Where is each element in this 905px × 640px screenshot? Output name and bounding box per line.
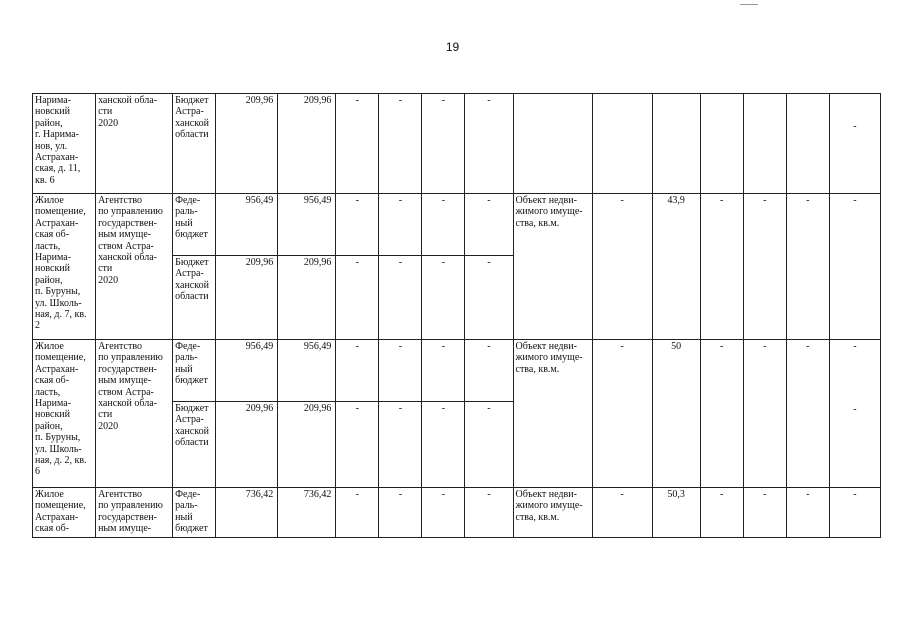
- dash-cell: -: [465, 402, 513, 488]
- result-value-cell: [592, 94, 652, 194]
- amount-cell: 209,96: [216, 402, 278, 488]
- result-value-cell: -: [786, 488, 829, 538]
- total-cell: 209,96: [278, 256, 336, 340]
- budget-source-cell: Феде- раль- ный бюджет: [173, 194, 216, 256]
- result-cell: Объект недви- жимого имуще- ства, кв.м.: [513, 488, 592, 538]
- result-value-cell: -: [829, 194, 880, 340]
- result-value-cell: -: [700, 194, 743, 340]
- budget-source-cell: Феде- раль- ный бюджет: [173, 340, 216, 402]
- result-value-cell: [829, 340, 880, 488]
- object-cell: Жилое помещение, Астрахан- ская об- ласть, Нарима- новский район, п. Буруны, ул. Школь- ная, д. 7, кв. 2: [33, 194, 96, 340]
- page-number: 19: [445, 40, 460, 54]
- dash-cell: -: [336, 402, 379, 488]
- owner-cell: Агентство по управлению государствен- ным имуще-: [96, 488, 173, 538]
- dash-cell: -: [465, 256, 513, 340]
- owner-cell: Агентство по управлению государствен- ным имуще- ством Астра- ханской обла- сти 2020: [96, 340, 173, 488]
- amount-cell: 209,96: [216, 256, 278, 340]
- dash-cell: -: [465, 340, 513, 402]
- result-value-cell: [786, 94, 829, 194]
- result-value-cell: [743, 94, 786, 194]
- result-cell: Объект недви- жимого имуще- ства, кв.м.: [513, 194, 592, 340]
- result-cell: [513, 94, 592, 194]
- stray-mark: -: [853, 121, 857, 132]
- result-value-cell: -: [786, 194, 829, 340]
- dash-cell: -: [379, 94, 422, 194]
- dash-cell: -: [379, 488, 422, 538]
- table-row: [33, 94, 881, 194]
- budget-source-cell: Феде- раль- ный бюджет: [173, 488, 216, 538]
- dash-cell: -: [379, 194, 422, 256]
- table-row: [33, 488, 881, 538]
- dash-cell: -: [465, 488, 513, 538]
- object-cell: Нарима- новский район, г. Нарима- нов, ул. Астрахан- ская, д. 11, кв. 6: [33, 94, 96, 194]
- result-value-cell: -: [743, 340, 786, 488]
- result-value-cell: 43,9: [652, 194, 700, 340]
- result-value-cell: -: [592, 340, 652, 488]
- dash-cell: -: [422, 94, 465, 194]
- dash-cell: -: [379, 340, 422, 402]
- result-value-cell: -: [592, 488, 652, 538]
- result-value-cell: -: [592, 194, 652, 340]
- result-value-cell: [829, 94, 880, 194]
- owner-cell: ханской обла- сти 2020: [96, 94, 173, 194]
- dash-cell: -: [379, 256, 422, 340]
- total-cell: 209,96: [278, 94, 336, 194]
- result-value-cell: -: [700, 488, 743, 538]
- result-value-cell: -: [743, 194, 786, 340]
- dash-cell: -: [422, 256, 465, 340]
- amount-cell: 956,49: [216, 194, 278, 256]
- result-value-cell: [700, 94, 743, 194]
- budget-source-cell: Бюджет Астра- ханской области: [173, 94, 216, 194]
- budget-source-cell: Бюджет Астра- ханской области: [173, 256, 216, 340]
- total-cell: 956,49: [278, 340, 336, 402]
- budget-source-cell: Бюджет Астра- ханской области: [173, 402, 216, 488]
- dash-cell: -: [422, 194, 465, 256]
- amount-cell: 209,96: [216, 94, 278, 194]
- result-value-cell: -: [700, 340, 743, 488]
- total-cell: 736,42: [278, 488, 336, 538]
- result-value-cell: [652, 94, 700, 194]
- result-value-cell: -: [743, 488, 786, 538]
- amount-cell: 736,42: [216, 488, 278, 538]
- dash-cell: -: [336, 340, 379, 402]
- result-value-cell: -: [786, 340, 829, 488]
- total-cell: 209,96: [278, 402, 336, 488]
- result-value-cell: -: [829, 488, 880, 538]
- scan-corner-mark: [740, 0, 758, 5]
- dash-cell: -: [336, 94, 379, 194]
- dash-cell: -: [336, 194, 379, 256]
- table-row: [33, 194, 881, 256]
- object-cell: Жилое помещение, Астрахан- ская об-: [33, 488, 96, 538]
- result-cell: Объект недви- жимого имуще- ства, кв.м.: [513, 340, 592, 488]
- dash-cell: -: [422, 488, 465, 538]
- amount-cell: 956,49: [216, 340, 278, 402]
- result-dash: -: [853, 341, 857, 352]
- object-cell: Жилое помещение, Астрахан- ская об- ласть, Нарима- новский район, п. Буруны, ул. Школь- ная, д. 2, кв. 6: [33, 340, 96, 488]
- property-registry-table: [32, 93, 881, 538]
- result-value-cell: 50: [652, 340, 700, 488]
- total-cell: 956,49: [278, 194, 336, 256]
- dash-cell: -: [336, 256, 379, 340]
- dash-cell: -: [465, 94, 513, 194]
- stray-mark: -: [853, 404, 857, 416]
- owner-cell: Агентство по управлению государствен- ным имуще- ством Астра- ханской обла- сти 2020: [96, 194, 173, 340]
- dash-cell: -: [336, 488, 379, 538]
- dash-cell: -: [379, 402, 422, 488]
- dash-cell: -: [422, 402, 465, 488]
- result-value-cell: 50,3: [652, 488, 700, 538]
- table-row: [33, 340, 881, 402]
- dash-cell: -: [422, 340, 465, 402]
- dash-cell: -: [465, 194, 513, 256]
